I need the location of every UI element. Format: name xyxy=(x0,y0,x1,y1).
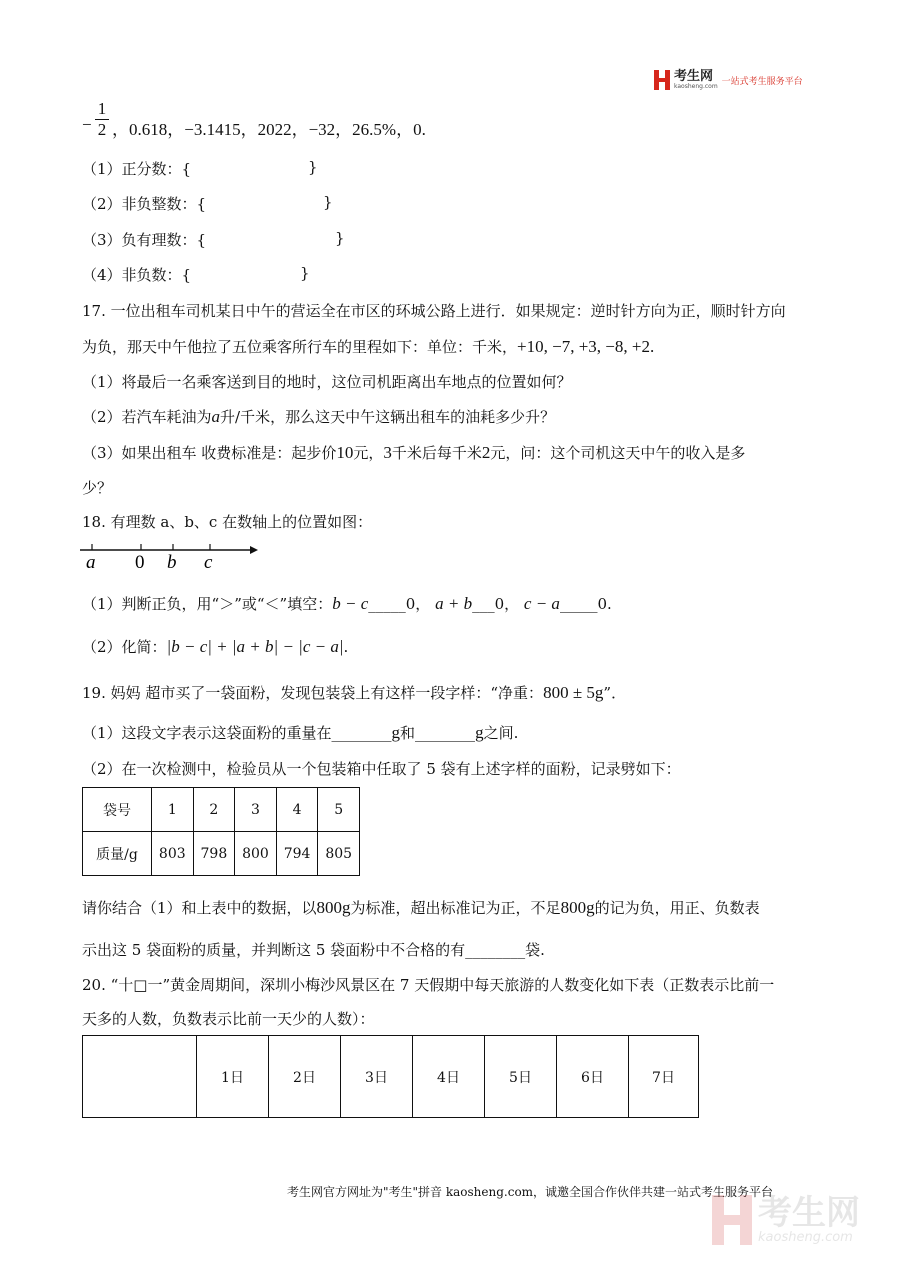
q17-line-1: 17. 一位出租车司机某日中午的营运全在市区的环城公路上进行．如果规定：逆时针方向为正，顺时针方向 xyxy=(82,302,786,320)
table-header-cell: 4日 xyxy=(413,1036,485,1118)
q20-line-1: 20. “十□一”黄金周期间，深圳小梅沙风景区在 7 天假期中每天旅游的人数变化如下表（正数表示比前一 xyxy=(82,976,775,994)
table-header-cell: 袋号 xyxy=(83,788,152,832)
q17-sub-2: （2）若汽车耗油为a升/千米，那么这天中午这辆出租车的油耗多少升？ xyxy=(82,407,556,426)
q19-after-1: 请你结合（1）和上表中的数据，以800g为标准，超出标准记为正，不足800g的记为负，用正、负数表 xyxy=(82,898,760,917)
table-cell: 800 xyxy=(235,832,277,876)
q17-sub-1: （1）将最后一名乘客送到目的地时，这位司机距离出车地点的位置如何？ xyxy=(82,373,572,391)
q18-sub-2: （2）化简：|b − c| + |a + b| − |c − a|. xyxy=(82,637,349,656)
logo-brand: 考生网 kaosheng.com xyxy=(674,68,718,90)
number-line-arrow-icon xyxy=(250,546,258,554)
q16-item-3: （3）负有理数：{ xyxy=(82,231,207,249)
table-cell: 805 xyxy=(318,832,360,876)
watermark-text: 考生网 kaosheng.com xyxy=(758,1193,860,1245)
q20-days-table xyxy=(82,1035,699,1118)
table-header-cell: 5 xyxy=(318,788,360,832)
q16-item-1: （1）正分数：{ xyxy=(82,160,192,178)
header-logo xyxy=(654,70,803,90)
table-header-cell: 1 xyxy=(152,788,194,832)
q19-line-1: 19. 妈妈 超市买了一袋面粉，发现包装袋上有这样一段字样：“净重：800 ± 5g”． xyxy=(82,683,627,702)
axis-label-a: a xyxy=(86,552,96,573)
q17-sub-3-cont: 少？ xyxy=(82,479,113,497)
q16-item-4-close: } xyxy=(300,264,310,282)
q16-minus: − xyxy=(82,115,92,134)
table-header-cell: 5日 xyxy=(485,1036,557,1118)
table-header-cell: 3日 xyxy=(341,1036,413,1118)
q16-number-list: ，0.618，−3.1415，2022，−32，26.5%，0. xyxy=(112,120,426,139)
table-cell: 803 xyxy=(152,832,194,876)
kaosheng-logo-icon xyxy=(654,70,670,90)
table-header-cell: 4 xyxy=(276,788,318,832)
table-cell: 质量/g xyxy=(83,832,152,876)
logo-slogan: 一站式考生服务平台 xyxy=(721,76,803,87)
watermark-logo-icon xyxy=(712,1195,752,1245)
q19-after-2: 示出这 5 袋面粉的质量，并判断这 5 袋面粉中不合格的有________袋. xyxy=(82,941,545,959)
q18-sub-1: （1）判断正负，用“＞”或“＜”填空：b − c_____0， a + b___0， c − a_____0. xyxy=(82,594,612,613)
table-header-cell xyxy=(83,1036,197,1118)
q19-sub-1: （1）这段文字表示这袋面粉的重量在________g和________g之间. xyxy=(82,723,519,742)
q17-line-2: 为负，那天中午他拉了五位乘客所行车的里程如下：单位：千米，+10, −7, +3, −8, +2. xyxy=(82,337,655,356)
axis-label-b: b xyxy=(167,552,177,573)
q19-flour-table xyxy=(82,787,360,876)
q17-sub-3: （3）如果出租车 收费标准是：起步价10元，3千米后每千米2元，问：这个司机这天中午的收入是多 xyxy=(82,443,746,462)
table-header-cell: 2日 xyxy=(269,1036,341,1118)
table-cell: 798 xyxy=(193,832,235,876)
table-header-cell: 6日 xyxy=(557,1036,629,1118)
axis-label-c: c xyxy=(204,552,213,573)
table-header-cell: 7日 xyxy=(629,1036,699,1118)
table-cell: 794 xyxy=(276,832,318,876)
q20-line-2: 天多的人数，负数表示比前一天少的人数）： xyxy=(82,1010,375,1028)
q18-abs-expression: |b − c| + |a + b| − |c − a| xyxy=(166,637,344,656)
q17-mileage: +10, −7, +3, −8, +2. xyxy=(517,337,655,356)
axis-label-zero: 0 xyxy=(135,552,145,573)
q18-title: 18. 有理数 a、b、c 在数轴上的位置如图： xyxy=(82,513,373,531)
q16-item-3-close: } xyxy=(335,229,345,247)
table-header-cell: 2 xyxy=(193,788,235,832)
q16-item-2-close: } xyxy=(323,193,333,211)
q19-sub-2: （2）在一次检测中，检验员从一个包装箱中任取了 5 袋有上述字样的面粉，记录劈如下： xyxy=(82,760,681,778)
q16-item-4: （4）非负数：{ xyxy=(82,266,192,284)
q16-item-2: （2）非负整数：{ xyxy=(82,195,207,213)
table-row xyxy=(83,1036,699,1118)
logo-domain: kaosheng.com xyxy=(674,82,718,90)
table-header-cell: 1日 xyxy=(197,1036,269,1118)
table-row xyxy=(83,832,360,876)
table-header-cell: 3 xyxy=(235,788,277,832)
q16-item-1-close: } xyxy=(308,158,318,176)
watermark xyxy=(712,1195,860,1245)
q16-fraction: 1 2 xyxy=(95,100,109,139)
number-line xyxy=(80,540,260,574)
table-row xyxy=(83,788,360,832)
footer-text: 考生网官方网址为"考生"拼音 kaosheng.com，诚邀全国合作伙伴共建一站式考生服务平台 xyxy=(287,1185,774,1199)
